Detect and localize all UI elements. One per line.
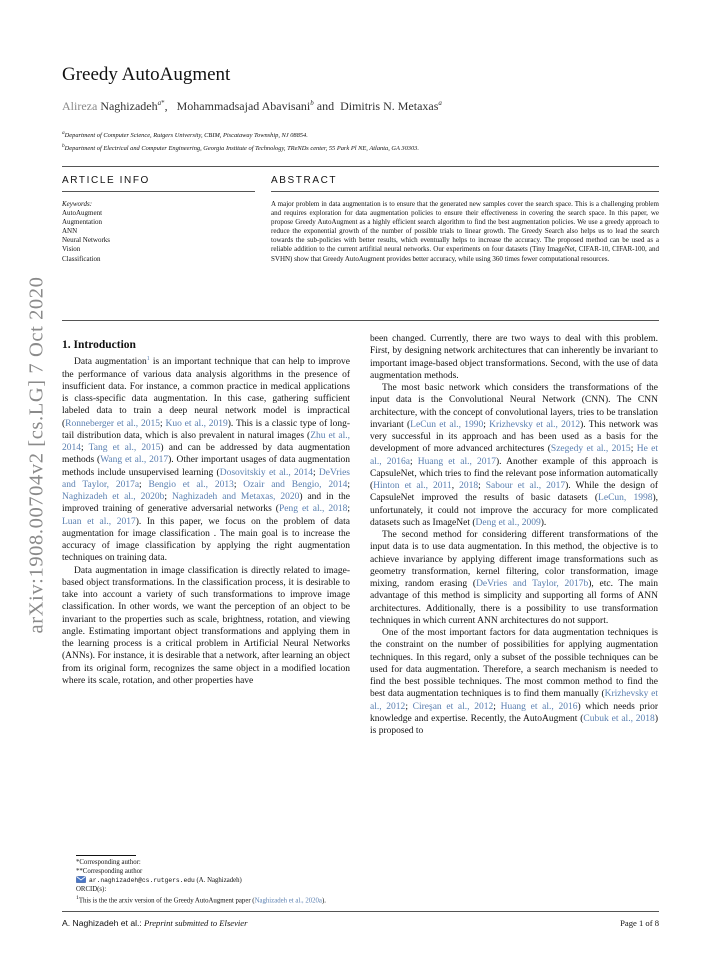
citation-link[interactable]: Naghizadeh and Metaxas, 2020 [171,492,300,503]
text-run: ; [347,479,351,490]
author-1-last: Naghizadeh [100,99,158,113]
author-list: Alireza Naghizadeh$^{a*}$, Mohammadsajad Abavisani$^b$ and Dimitris N. Metaxas$^a$ [62,99,442,113]
abstract-text: A major problem in data augmentation is to ensure that the generated new samples cover the search space. This is a challenging problem and requires exploration for data augmentation policies to ensure their effectiveness in covering the search space. In this paper, we propose Greedy AutoAugment as a highly efficient search algorithm to find the best augmentation policies. We use a greedy approach to reduce the exponential growth of the number of possible trials to linear growth. The Greedy Search also helps us to lead the search towards the sub-policies with better results, which eventually helps to increase the accuracy. The proposed method can be used as a reliable addition to the current artifitial neural networks. Our experiments on four datasets (Tiny ImageNet, CIFAR-10, CIFAR-100, and SVHN) show that Greedy AutoAugment provides better accuracy, while using 360 times fewer computational resources. [271,200,659,263]
citation-link[interactable]: He et al., 2016a [370,444,659,467]
divider-abstract [271,191,659,192]
paragraph [370,529,658,627]
arxiv-watermark-text: arXiv:1908.00704v2 [cs.LG] 7 Oct 2020 [25,276,48,634]
citation-link[interactable]: Naghizadeh et al., 2020b [62,492,165,503]
text-run: ). This network was very successful in its approach and has been used as a basis for the development of more advanced architectures ( [370,419,658,455]
text-run: ). [540,517,547,528]
footnote-email [62,876,350,885]
email-owner: (A. Naghizadeh) [194,877,242,884]
citation-link[interactable]: Ozair and Bengio, 2014 [243,479,348,490]
envelope-icon [76,876,86,883]
citation-link[interactable]: LeCun, 1998 [598,493,653,504]
text-run: This is the the arxiv version of the Greedy AutoAugment paper ( [78,897,255,905]
citation-link[interactable]: Huang et al., 2017 [417,456,497,467]
citation-link[interactable]: DeVries and Taylor, 2017b [476,579,589,589]
affiliation-b-text: Department of Electrical and Computer Engineering, Georgia Institute of Technology, TReNDs center, 55 Park Pl NE, Atlanta, GA 30303. [64,145,419,153]
text-run: ). [321,897,326,905]
page-footer [62,918,659,928]
text-run: ; [405,701,413,712]
author-3: Dimitris N. Metaxas [340,99,439,113]
footnote-corresponding-2: **Corresponding author [76,868,143,875]
citation-link[interactable]: Cubuk et al., 2018 [583,713,655,724]
page-number: Page 1 of 8 [620,918,659,928]
author-2: Mohammadsajad Abavisani [176,99,311,113]
text-run: ; [493,701,501,712]
text-run: One of the most important factors for data augmentation techniques is the constraint on the number of possibilities for applying augmentation techniques. In this regard, only a subset of the possible techniques can be used for data augmentation. Therefore, a search mechanism is needed to find the best possible techniques. The most common method to find the best data augmentation techniques is to find them manually ( [370,628,658,700]
keyword-item: Augmentation [62,218,103,227]
paragraph: Data augmentation in image classification is directly related to image-based object transformations. In the classification process, it is desirable to take into account a variety of such transformations to improve image classification. In other words, we want the perception of an object to be invariant to the properties such as scale, brightness, rotation, and viewing angle. Estimating important object transformations and applying them in the learning process is a critical problem in Artificial Neural Networks (ANNs). For instance, it is desirable that a network, after learning an object from its original form, recognizes the same object in a modified location where its scale, rotation, and other properties have [62,565,350,686]
citation-link[interactable]: Ronneberger et al., 2015 [65,418,160,429]
divider-footer [62,911,659,912]
keyword-item: Neural Networks [62,236,111,245]
citation-link[interactable]: Kuo et al., 2019 [165,418,228,429]
citation-link[interactable]: Dosovitskiy et al., 2014 [219,467,313,478]
citation-link[interactable]: DeVries and Taylor, 2017a [62,467,351,490]
text-run: ; [347,504,351,515]
text-run: Data augmentation [74,357,147,368]
citation-link[interactable]: Szegedy et al., 2015 [550,444,631,455]
paper-title: Greedy AutoAugment [62,64,231,85]
text-run: ; [483,419,490,430]
affiliation-b-mark: b [62,143,65,149]
text-run: , [451,481,460,491]
citation-link[interactable]: Tang et al., 2015 [88,443,161,454]
text-run: ; [478,481,486,491]
citation-link[interactable]: Wang et al., 2017 [100,455,169,466]
paragraph [370,382,658,529]
text-run: The second method for considering different transformations of the input data is to use data augmentation. In this method, the objective is to achieve invariance by applying different image transformations such as geometry transformation, kernel filtering, color transformation, image mixing, random erasing ( [370,530,658,589]
affiliation-b [62,143,419,152]
text-run: ; [160,418,166,429]
author-1-first: Alireza [62,99,98,113]
citation-link[interactable]: Peng et al., 2018 [278,504,348,515]
divider-info [62,191,255,192]
section-heading: 1. Introduction [62,339,136,351]
footnote-mark: 1 [76,895,79,901]
paragraph [370,627,658,737]
citation-link[interactable]: Krizhevsky et al., 2012 [489,419,581,430]
text-run: ; [233,479,244,490]
citation-link[interactable]: Zhu et al., 2014 [62,430,350,454]
citation-link[interactable]: Cireşan et al., 2012 [412,701,494,712]
text-run: The most basic network which considers the transformations of the input data is the Convolutional Neural Network (CNN). The CNN architecture, with the concept of convolutional layers, tries to be translation invariant ( [370,383,658,430]
left-column [62,339,350,687]
right-column [370,333,658,737]
text-run: ), unfortunately, it could not improve the accuracy for more complicated datasets such as ImageNet ( [370,493,659,528]
keyword-item: Classification [62,254,101,263]
article-info-heading: ARTICLE INFO [62,175,150,186]
keywords-block [62,200,242,264]
citation-link[interactable]: Deng et al., 2009 [475,517,541,528]
footer-preprint-note: Preprint submitted to Elsevier [143,918,248,928]
text-run: ; [81,443,89,454]
citation-link[interactable]: LeCun et al., 1990 [410,419,484,430]
affiliation-a-mark: a [62,130,65,136]
keyword-item: ANN [62,227,78,236]
citation-link[interactable]: 2018 [459,481,479,491]
author-3-mark: a [438,99,442,107]
text-run: ), etc. The main advantage of this method is simplicity and supporting all forms of ANN architectures. Additionally, there is a possibility to use transformation techniques in which current ANN architectures do not support. [370,579,658,626]
keyword-item: AutoAugment [62,209,103,218]
citation-link[interactable]: Bengio et al., 2013 [148,479,234,490]
keyword-item: Vision [62,245,81,254]
author-1-star: * [161,99,165,107]
text-run: is an important technique that can help to improve the performance of various data analysis algorithms in the presence of insufficient data. For instance, a common practice in medical applications is class-specific data augmentation. In this case, gathering sufficient labeled data to train a deep neural network model is impractical ( [62,357,350,429]
arxiv-watermark [22,265,52,645]
citation-link[interactable]: Krizhevsky et al., 2012 [370,689,658,712]
citation-link[interactable]: Sabour et al., 2017 [485,481,566,491]
text-run: ). In this paper, we focus on the problem of data augmentation for image classification . The main goal is to increase the accuracy of image classification by applying the right augmentation techniques on training data. [62,516,350,564]
keywords-label: Keywords: [62,200,93,208]
text-run: ; [139,479,149,490]
affiliation-a [62,130,308,139]
text-run: ). Another example of this approach is CapsuleNet, which tries to find the relevant pose information automatically ( [370,456,659,491]
author-and: and [316,99,335,113]
citation-link[interactable]: Luan et al., 2017 [62,516,136,527]
author-2-mark: b [310,99,314,107]
text-run: ). Other important usages of data augmentation methods include unsupervised learning ( [62,455,351,478]
footnote-corresponding-1: *Corresponding author: [76,859,141,866]
text-run: ). This is a classic type of long-tail distribution data, which is also prevalent in natural images ( [62,418,350,441]
paragraph: been changed. Currently, there are two ways to deal with this problem. First, by designing network architectures that can inherently be invariant to important image-based object transformations. Second, with the use of data augmentation methods. [370,334,658,381]
text-run: ) and in the improved training of generative adversarial networks ( [62,492,351,515]
text-run: ) is proposed to [370,713,658,736]
footnote-orcid: ORCID(s): [76,886,107,893]
footnote-separator [76,855,136,856]
footnotes [62,855,350,905]
citation-link[interactable]: Huang et al., 2016 [500,701,578,712]
text-run: ). While the design of CapsuleNet improved the results of basic datasets ( [370,481,659,504]
text-run: ) and can be addressed by data augmentation methods ( [62,443,350,466]
footnote-arxiv-version [62,894,350,905]
divider-top [62,166,659,167]
footer-authors: A. Naghizadeh et al.: [62,918,142,928]
citation-link[interactable]: Naghizadeh et al., 2020a [254,897,322,905]
paragraph [62,353,350,564]
text-run: ; [164,492,172,503]
abstract-heading: ABSTRACT [271,175,338,186]
text-run: ; [630,444,637,455]
email-link[interactable]: ar.naghizadeh@cs.rutgers.edu [89,877,195,884]
affiliation-a-text: Department of Computer Science, Rutgers University, CBIM, Piscataway Township, NJ 08854. [64,132,308,140]
text-run: ; [409,456,418,467]
text-run: ; [312,467,319,478]
divider-bottom [62,320,659,321]
text-run: ) which needs prior knowledge and expertise. Recently, the AutoAugment ( [370,701,659,724]
footnote-ref[interactable]: 1 [146,356,150,363]
author-1-mark: a [157,99,162,107]
citation-link[interactable]: Hinton et al., 2011 [373,481,452,491]
